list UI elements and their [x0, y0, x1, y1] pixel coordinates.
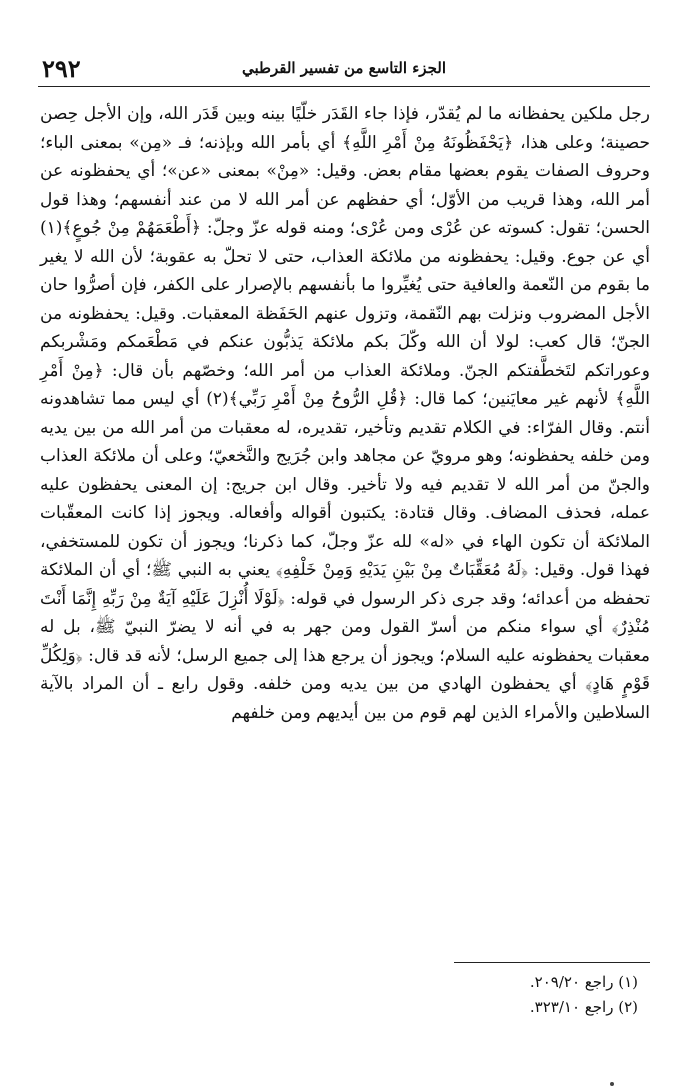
footnote-2: (٢) راجع ٣٢٣/١٠. [529, 998, 638, 1016]
running-title: الجزء التاسع من تفسير القرطبي [242, 59, 446, 77]
body-text [40, 100, 650, 727]
footnote-1: (١) راجع ٢٠٩/٢٠. [529, 973, 638, 991]
scan-speck [610, 1082, 614, 1086]
main-paragraph: رجل ملكين يحفظانه ما لم يُقدّر، فإذا جاء القَدَر خلّيًا بينه وبين قَدَر الله، وإن الأجل حِصن حصينة؛ وعلى هذا، ﴿يَحْفَظُونَهُ مِنْ أَمْرِ اللَّهِ﴾ أي بأمر الله وبإذنه؛ فـ «مِن» بمعنى الباء؛ وحروف الصفات يقوم بعضها مقام بعض. وقيل: «مِنْ» بمعنى «عن»؛ أي يحفظونه عن أمر الله، وهذا قريب من الأوّل؛ أي حفظهم عن أمر الله لا من عند أنفسهم؛ وهذا قول الحسن؛ تقول: كسوته عن عُرْى ومن عُرْى؛ ومنه قوله عزّ وجلّ: ﴿أَطْعَمَهُمْ مِنْ جُوعٍ﴾(١) أي عن جوع. وقيل: يحفظونه من ملائكة العذاب، حتى لا تحلّ به عقوبة؛ لأن الله لا يغير ما بقوم من النّعمة والعافية حتى يُغيِّروا ما بأنفسهم بالإصرار على الكفر، فإن أصرُّوا حان الأجل المضروب ونزلت بهم النّقمة، وتزول عنهم الحَفَظة المعقبات. وقيل: يحفظونه من الجنّ؛ قال كعب: لولا أن الله وكّلَ بكم ملائكة يَذبُّون عنكم في مَطْعَمكم ومَشْربكم وعوراتكم لتَخطَّفتكم الجنّ. وملائكة العذاب من أمر الله؛ وخصّهم بأن قال: ﴿مِنْ أَمْرِ اللَّهِ﴾ لأنهم غير معايَنين؛ كما قال: ﴿قُلِ الرُّوحُ مِنْ أَمْرِ رَبِّي﴾(٢) أي ليس مما تشاهدونه أنتم. وقال الفرّاء: في الكلام تقديم وتأخير، تقديره، له معقبات من أمر الله من بين يديه ومن خلفه يحفظونه؛ وهو مرويّ عن مجاهد وابن جُرَيج والنَّخعيّ؛ وعلى أن ملائكة العذاب والجنّ من أمر الله لا تقديم فيه ولا تأخير. وقال ابن جريج: إن المعنى يحفظون عليه عمله، فحذف المضاف. وقال قتادة: يكتبون أقواله وأفعاله. ويجوز إذا كانت المعقّبات الملائكة أن تكون الهاء في «له» لله عزّ وجلّ، كما ذكرنا؛ ويجوز أن تكون للمستخفي، فهذا قول. وقيل: ﴿لَهُ مُعَقِّبَاتٌ مِنْ بَيْنِ يَدَيْهِ وَمِنْ خَلْفِهِ﴾ يعني به النبي ﷺ؛ أي أن الملائكة تحفظه من أعدائه؛ وقد جرى ذكر الرسول في قوله: ﴿لَوْلَا أُنْزِلَ عَلَيْهِ آيَةٌ مِنْ رَبِّهِ إِنَّمَا أَنْتَ مُنْذِرٌ﴾ أي سواء منكم من أسرّ القول ومن جهر به في أنه لا يضرّ النبيّ ﷺ، بل له معقبات يحفظونه عليه السلام؛ ويجوز أن يرجع هذا إلى جميع الرسل؛ لأنه قد قال: ﴿وَلِكُلِّ قَوْمٍ هَادٍ﴾ أي يحفظون الهادي من بين يديه ومن خلفه. وقول رابع ـ أن المراد بالآية السلاطين والأمراء الذين لهم قوم من بين أيديهم ومن خلفهم [40, 104, 650, 723]
footnotes [300, 970, 638, 1020]
page-number: ٢٩٢ [42, 54, 81, 83]
footnote-divider [454, 962, 650, 963]
page-header [38, 54, 650, 87]
